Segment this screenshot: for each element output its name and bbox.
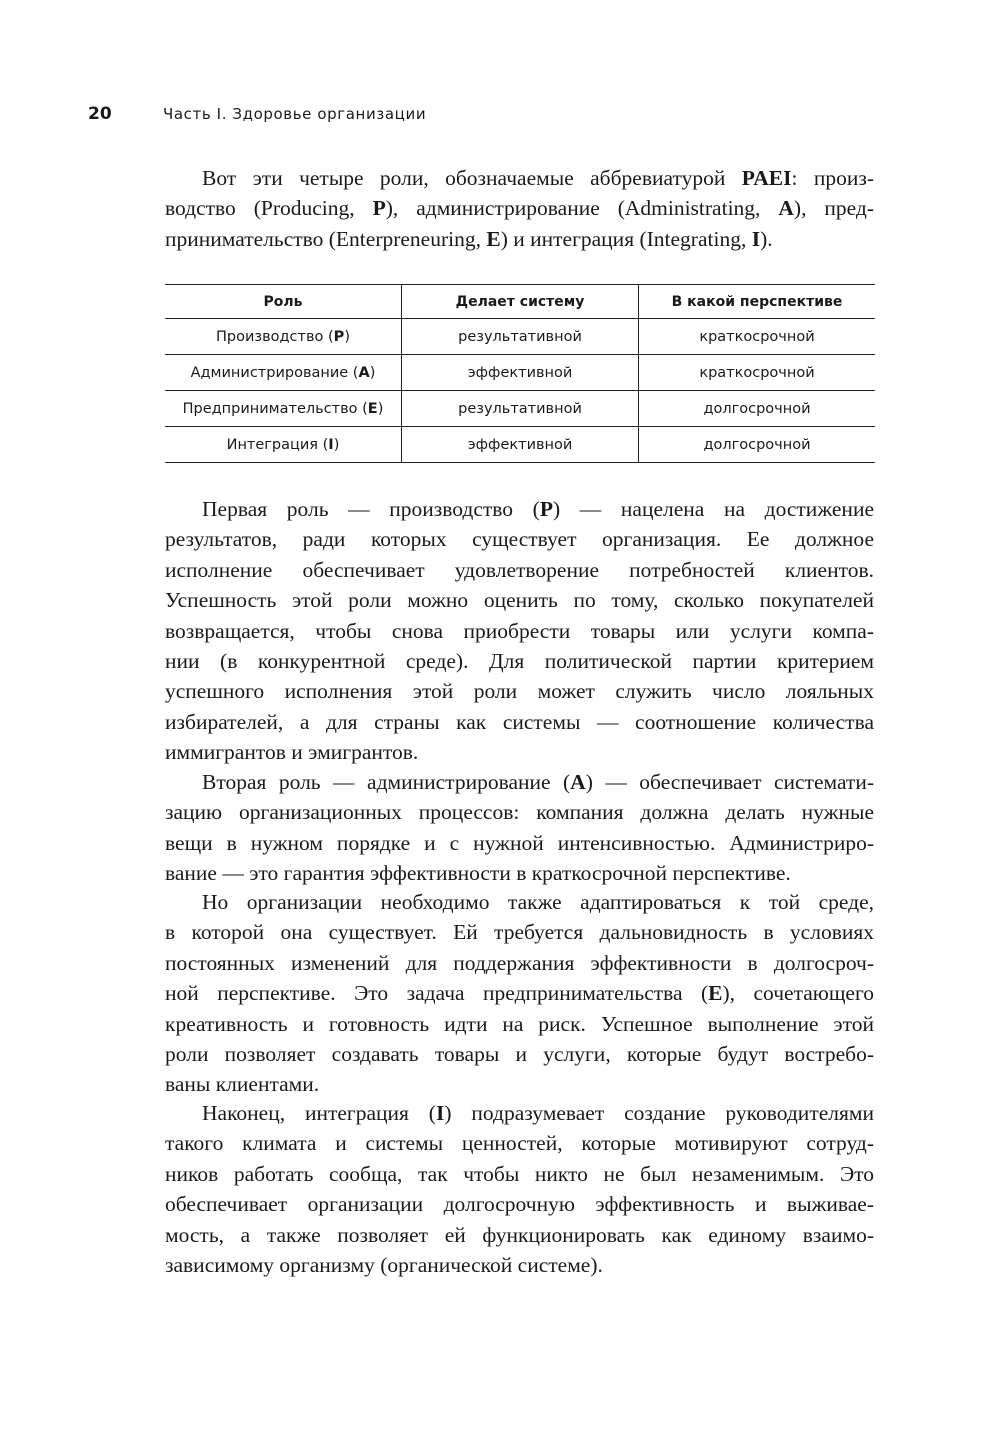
text-segment: ваны клиентами. (165, 1072, 320, 1097)
text-line (165, 948, 874, 978)
text-line (165, 585, 874, 615)
role-name: Производство ( (216, 328, 334, 345)
page-number: 20 (88, 104, 112, 124)
body-paragraph (165, 494, 874, 768)
paren: ) (377, 400, 384, 417)
role-letter: E (367, 400, 378, 417)
text-segment: Успешность этой роли можно оценить по тому, сколько покупателей (165, 588, 874, 613)
text-segment: иммигрантов и эмигрантов. (165, 740, 419, 765)
role-cell (165, 319, 402, 355)
text-line (165, 524, 874, 554)
text-segment: такого климата и системы ценностей, которые мотивируют сотруд- (165, 1131, 874, 1156)
text-segment: креативность и готовность идти на риск. Успешное выполнение этой (165, 1011, 874, 1036)
role-cell (165, 427, 402, 463)
text-line (165, 616, 874, 646)
intro-paragraph (165, 163, 874, 254)
text-segment: роли позволяет создавать товары и услуги, которые будут востребо- (165, 1041, 874, 1066)
body-paragraph (165, 887, 874, 1100)
text-line (165, 555, 874, 585)
text-line (165, 1039, 874, 1069)
text-segment: ), администрирование (Administrating, (385, 196, 779, 221)
text-line (165, 887, 874, 917)
role-name: Администрирование ( (190, 364, 359, 381)
perspective-cell: долгосрочной (639, 427, 876, 463)
role-name: Предпринимательство ( (182, 400, 368, 417)
makes-system-cell: результативной (402, 319, 639, 355)
body-paragraph (165, 767, 874, 889)
text-line (165, 676, 874, 706)
text-line (165, 1250, 874, 1280)
column-header-perspective: В какой перспективе (639, 285, 876, 319)
text-line (165, 1009, 874, 1039)
text-segment: Вот эти четыре роли, обозначаемые аббревиатурой (202, 166, 742, 190)
text-line (165, 978, 874, 1008)
text-segment: ), пред- (793, 196, 875, 221)
text-line (165, 1128, 874, 1158)
role-cell (165, 391, 402, 427)
text-segment: Первая роль — производство ( (202, 497, 540, 521)
text-segment: зависимому организму (органической системе). (165, 1252, 603, 1277)
bold-abbreviation: P (372, 196, 386, 221)
text-line (165, 1069, 874, 1099)
text-line (165, 737, 874, 767)
bold-abbreviation: E (708, 981, 723, 1006)
role-letter: P (333, 328, 345, 345)
text-segment: Наконец, интеграция ( (202, 1101, 436, 1125)
table-header-row (165, 285, 875, 319)
bold-abbreviation: PAEI (741, 166, 792, 190)
text-segment: Вторая роль — администрирование ( (202, 770, 571, 794)
column-header-role: Роль (165, 285, 402, 319)
text-segment: нии (в конкурентной среде). Для политической партии критерием (165, 648, 874, 673)
text-segment: водство (Producing, (165, 196, 373, 221)
text-segment: ) и интеграция (Integrating, (500, 226, 752, 251)
text-line (165, 646, 874, 676)
text-segment: ), сочетающего (722, 981, 874, 1006)
table-row (165, 391, 875, 427)
text-segment: Но организации необходимо также адаптироваться к той среде, (202, 890, 874, 914)
text-line (165, 1189, 874, 1219)
bold-abbreviation: P (539, 497, 553, 521)
perspective-cell: долгосрочной (639, 391, 876, 427)
text-segment: вание — это гарантия эффективности в краткосрочной перспективе. (165, 861, 791, 886)
makes-system-cell: эффективной (402, 427, 639, 463)
text-line (165, 767, 874, 797)
text-line (165, 193, 874, 223)
role-letter: A (358, 364, 370, 381)
text-line (165, 1220, 874, 1250)
perspective-cell: краткосрочной (639, 319, 876, 355)
text-line (165, 1159, 874, 1189)
text-segment: постоянных изменений для поддержания эффективности в долгосроч- (165, 950, 874, 975)
text-segment: успешного исполнения этой роли может служить число лояльных (165, 679, 874, 704)
text-segment: ) — нацелена на достижение (552, 497, 874, 521)
text-line (165, 858, 874, 888)
bold-abbreviation: E (486, 226, 501, 251)
text-segment: ной перспективе. Это задача предпринимательства ( (165, 981, 709, 1006)
text-segment: ). (760, 226, 773, 251)
text-segment: возвращается, чтобы снова приобрести товары или услуги компа- (165, 618, 874, 643)
text-segment: избирателей, а для страны как системы — соотношение количества (165, 709, 874, 734)
bold-abbreviation: I (751, 226, 761, 251)
text-segment: обеспечивает организации долгосрочную эффективность и выживае- (165, 1192, 874, 1217)
text-segment: в которой она существует. Ей требуется дальновидность в условиях (165, 920, 874, 945)
text-segment: ) подразумевает создание руководителями (444, 1101, 874, 1125)
paren: ) (369, 364, 376, 381)
perspective-cell: краткосрочной (639, 355, 876, 391)
text-segment: исполнение обеспечивает удовлетворение потребностей клиентов. (165, 557, 874, 582)
bold-abbreviation: A (570, 770, 586, 794)
text-line (165, 707, 874, 737)
makes-system-cell: эффективной (402, 355, 639, 391)
text-segment: вещи в нужном порядке и с нужной интенсивностью. Администриро- (165, 830, 874, 855)
text-line (165, 494, 874, 524)
table-row (165, 319, 875, 355)
role-name: Интеграция ( (226, 436, 329, 453)
text-line (165, 797, 874, 827)
column-header-makes-system: Делает систему (402, 285, 639, 319)
paei-roles-table (165, 284, 875, 463)
body-paragraph (165, 1098, 874, 1280)
role-letter: I (328, 436, 334, 453)
text-line (165, 224, 874, 254)
table-row (165, 355, 875, 391)
table-row (165, 427, 875, 463)
text-segment: результатов, ради которых существует организация. Ее должное (165, 527, 874, 552)
text-line (165, 1098, 874, 1128)
paren: ) (333, 436, 340, 453)
makes-system-cell: результативной (402, 391, 639, 427)
text-line (165, 163, 874, 193)
bold-abbreviation: A (778, 196, 794, 221)
text-line (165, 917, 874, 947)
role-cell (165, 355, 402, 391)
text-segment: ников работать сообща, так чтобы никто не был незаменимым. Это (165, 1161, 874, 1186)
text-segment: зацию организационных процессов: компания должна делать нужные (165, 800, 874, 825)
paren: ) (344, 328, 350, 345)
text-line (165, 828, 874, 858)
bold-abbreviation: I (435, 1101, 445, 1125)
text-segment: принимательство (Enterpreneuring, (165, 226, 487, 251)
text-segment: : произ- (791, 166, 874, 190)
text-segment: мость, а также позволяет ей функционировать как единому взаимо- (165, 1222, 874, 1247)
text-segment: ) — обеспечивает системати- (585, 770, 874, 794)
chapter-title: Часть I. Здоровье организации (163, 105, 427, 123)
